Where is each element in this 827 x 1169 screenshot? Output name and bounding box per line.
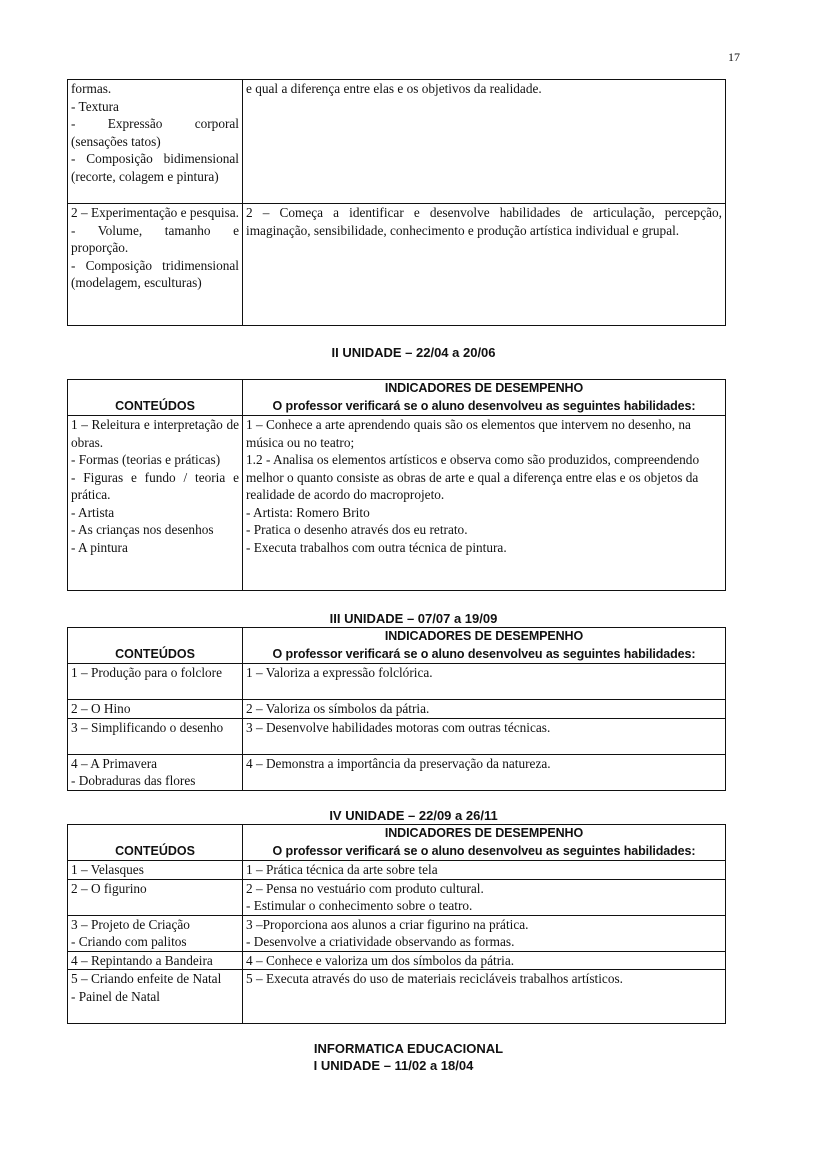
contents-cell bbox=[68, 416, 243, 591]
unit-3-table bbox=[67, 627, 726, 791]
indicators-header bbox=[243, 825, 726, 861]
indicators-cell: 2 – Valoriza os símbolos da pátria. bbox=[243, 700, 726, 719]
contents-header: CONTEÚDOS bbox=[68, 380, 243, 416]
indicators-cell bbox=[243, 80, 726, 204]
contents-cell bbox=[68, 754, 243, 790]
unit-3-title: III UNIDADE – 07/07 a 19/09 bbox=[329, 611, 498, 626]
contents-header: CONTEÚDOS bbox=[68, 825, 243, 861]
indicators-header-title: INDICADORES DE DESEMPENHO bbox=[384, 629, 584, 643]
contents-cell bbox=[68, 204, 243, 326]
table-row bbox=[68, 700, 726, 719]
contents-cell: 2 – O Hino bbox=[68, 700, 243, 719]
unit-2-table bbox=[67, 379, 726, 591]
contents-line: 5 – Criando enfeite de Natal bbox=[71, 971, 222, 986]
indicator-line: e qual a diferença entre elas e os objetivos da realidade. bbox=[246, 81, 542, 96]
indicators-header-subtitle: O professor verificará se o aluno desenvolveu as seguintes habilidades: bbox=[272, 646, 696, 661]
section-title: INFORMATICA EDUCACIONAL bbox=[313, 1041, 504, 1056]
contents-cell: 4 – Repintando a Bandeira bbox=[68, 951, 243, 970]
contents-line: - Painel de Natal bbox=[71, 988, 160, 1004]
continuation-table bbox=[67, 79, 726, 326]
indicators-header bbox=[243, 380, 726, 416]
contents-cell: 3 – Simplificando o desenho bbox=[68, 718, 243, 754]
indicator-line: 2 – Começa a identificar e desenvolve habilidades de articulação, percepção, imaginação, sensibilidade, conhecimento e produção artística individual e grupal. bbox=[246, 205, 722, 238]
indicator-line: - Pratica o desenho através dos eu retrato. bbox=[246, 522, 468, 537]
contents-line: - As crianças nos desenhos bbox=[71, 522, 214, 537]
contents-line: - Artista bbox=[71, 504, 115, 520]
indicators-cell bbox=[243, 416, 726, 591]
contents-line: - Formas (teorias e práticas) bbox=[71, 452, 221, 467]
contents-line: 4 – A Primavera bbox=[71, 755, 158, 771]
table-row bbox=[68, 951, 726, 970]
indicators-cell: 5 – Executa através do uso de materiais recicláveis trabalhos artísticos. bbox=[243, 970, 726, 1024]
contents-line: - Composição tridimensional (modelagem, esculturas) bbox=[71, 257, 239, 290]
contents-line: - Textura bbox=[71, 98, 119, 114]
contents-cell: 1 – Velasques bbox=[68, 861, 243, 880]
table-header-row bbox=[68, 628, 726, 664]
indicators-cell: 3 – Desenvolve habilidades motoras com outras técnicas. bbox=[243, 718, 726, 754]
contents-line: - Dobraduras das flores bbox=[71, 773, 196, 788]
unit-4-table bbox=[67, 824, 726, 1024]
indicators-cell: 4 – Demonstra a importância da preservação da natureza. bbox=[243, 754, 726, 790]
indicator-line: 3 –Proporciona aos alunos a criar figurino na prática. bbox=[246, 916, 529, 932]
indicator-line: 1.2 - Analisa os elementos artísticos e observa como são produzidos, compreendendo melhor o quanto consiste as obras de arte e qual a diferença entre elas e os objetos da realidade de acordo do macroprojeto. bbox=[246, 452, 700, 502]
contents-line: 3 – Projeto de Criação bbox=[71, 916, 190, 932]
contents-cell bbox=[68, 970, 243, 1024]
table-row bbox=[68, 754, 726, 790]
table-header-row bbox=[68, 825, 726, 861]
contents-header: CONTEÚDOS bbox=[68, 628, 243, 664]
table-row bbox=[68, 204, 726, 326]
contents-line: - Criando com palitos bbox=[71, 934, 187, 949]
indicators-header-subtitle: O professor verificará se o aluno desenvolveu as seguintes habilidades: bbox=[272, 398, 696, 413]
section-subtitle: I UNIDADE – 11/02 a 18/04 bbox=[313, 1058, 474, 1073]
page-number: 17 bbox=[728, 50, 740, 64]
contents-line: - A pintura bbox=[71, 539, 128, 555]
table-row bbox=[68, 861, 726, 880]
indicator-line: - Artista: Romero Brito bbox=[246, 504, 370, 520]
indicators-cell bbox=[243, 879, 726, 915]
table-header-row bbox=[68, 380, 726, 416]
table-row bbox=[68, 915, 726, 951]
contents-line: - Expressão corporal (sensações tatos) bbox=[71, 116, 239, 149]
indicator-line: - Estimular o conhecimento sobre o teatro. bbox=[246, 898, 473, 913]
indicators-header-subtitle: O professor verificará se o aluno desenvolveu as seguintes habilidades: bbox=[272, 843, 696, 858]
indicators-cell bbox=[243, 915, 726, 951]
indicator-line: 1 – Conhece a arte aprendendo quais são os elementos que intervem no desenho, na música ou no teatro; bbox=[246, 417, 691, 450]
indicator-line: - Desenvolve a criatividade observando as formas. bbox=[246, 934, 515, 949]
contents-cell bbox=[68, 915, 243, 951]
indicator-line: 2 – Pensa no vestuário com produto cultural. bbox=[246, 880, 484, 896]
unit-2-title: II UNIDADE – 22/04 a 20/06 bbox=[331, 345, 496, 360]
table-row bbox=[68, 970, 726, 1024]
contents-cell: 1 – Produção para o folclore bbox=[68, 664, 243, 700]
unit-4-title: IV UNIDADE – 22/09 a 26/11 bbox=[329, 808, 498, 823]
indicators-cell bbox=[243, 204, 726, 326]
contents-line: - Figuras e fundo / teoria e prática. bbox=[71, 469, 239, 502]
indicator-line: - Executa trabalhos com outra técnica de pintura. bbox=[246, 539, 507, 555]
table-row bbox=[68, 718, 726, 754]
indicators-header-title: INDICADORES DE DESEMPENHO bbox=[384, 381, 584, 395]
indicators-cell: 4 – Conhece e valoriza um dos símbolos da pátria. bbox=[243, 951, 726, 970]
indicators-cell: 1 – Valoriza a expressão folclórica. bbox=[243, 664, 726, 700]
table-row bbox=[68, 664, 726, 700]
contents-line: 2 – Experimentação e pesquisa. bbox=[71, 205, 239, 220]
contents-line: formas. bbox=[71, 81, 112, 96]
contents-line: - Composição bidimensional (recorte, colagem e pintura) bbox=[71, 151, 239, 184]
table-row bbox=[68, 416, 726, 591]
contents-cell bbox=[68, 80, 243, 204]
indicators-header-title: INDICADORES DE DESEMPENHO bbox=[384, 826, 584, 840]
indicators-cell: 1 – Prática técnica da arte sobre tela bbox=[243, 861, 726, 880]
contents-line: - Volume, tamanho e proporção. bbox=[71, 222, 239, 255]
contents-line: 1 – Releitura e interpretação de obras. bbox=[71, 417, 239, 450]
indicators-header bbox=[243, 628, 726, 664]
table-row bbox=[68, 879, 726, 915]
contents-cell: 2 – O figurino bbox=[68, 879, 243, 915]
table-row bbox=[68, 80, 726, 204]
